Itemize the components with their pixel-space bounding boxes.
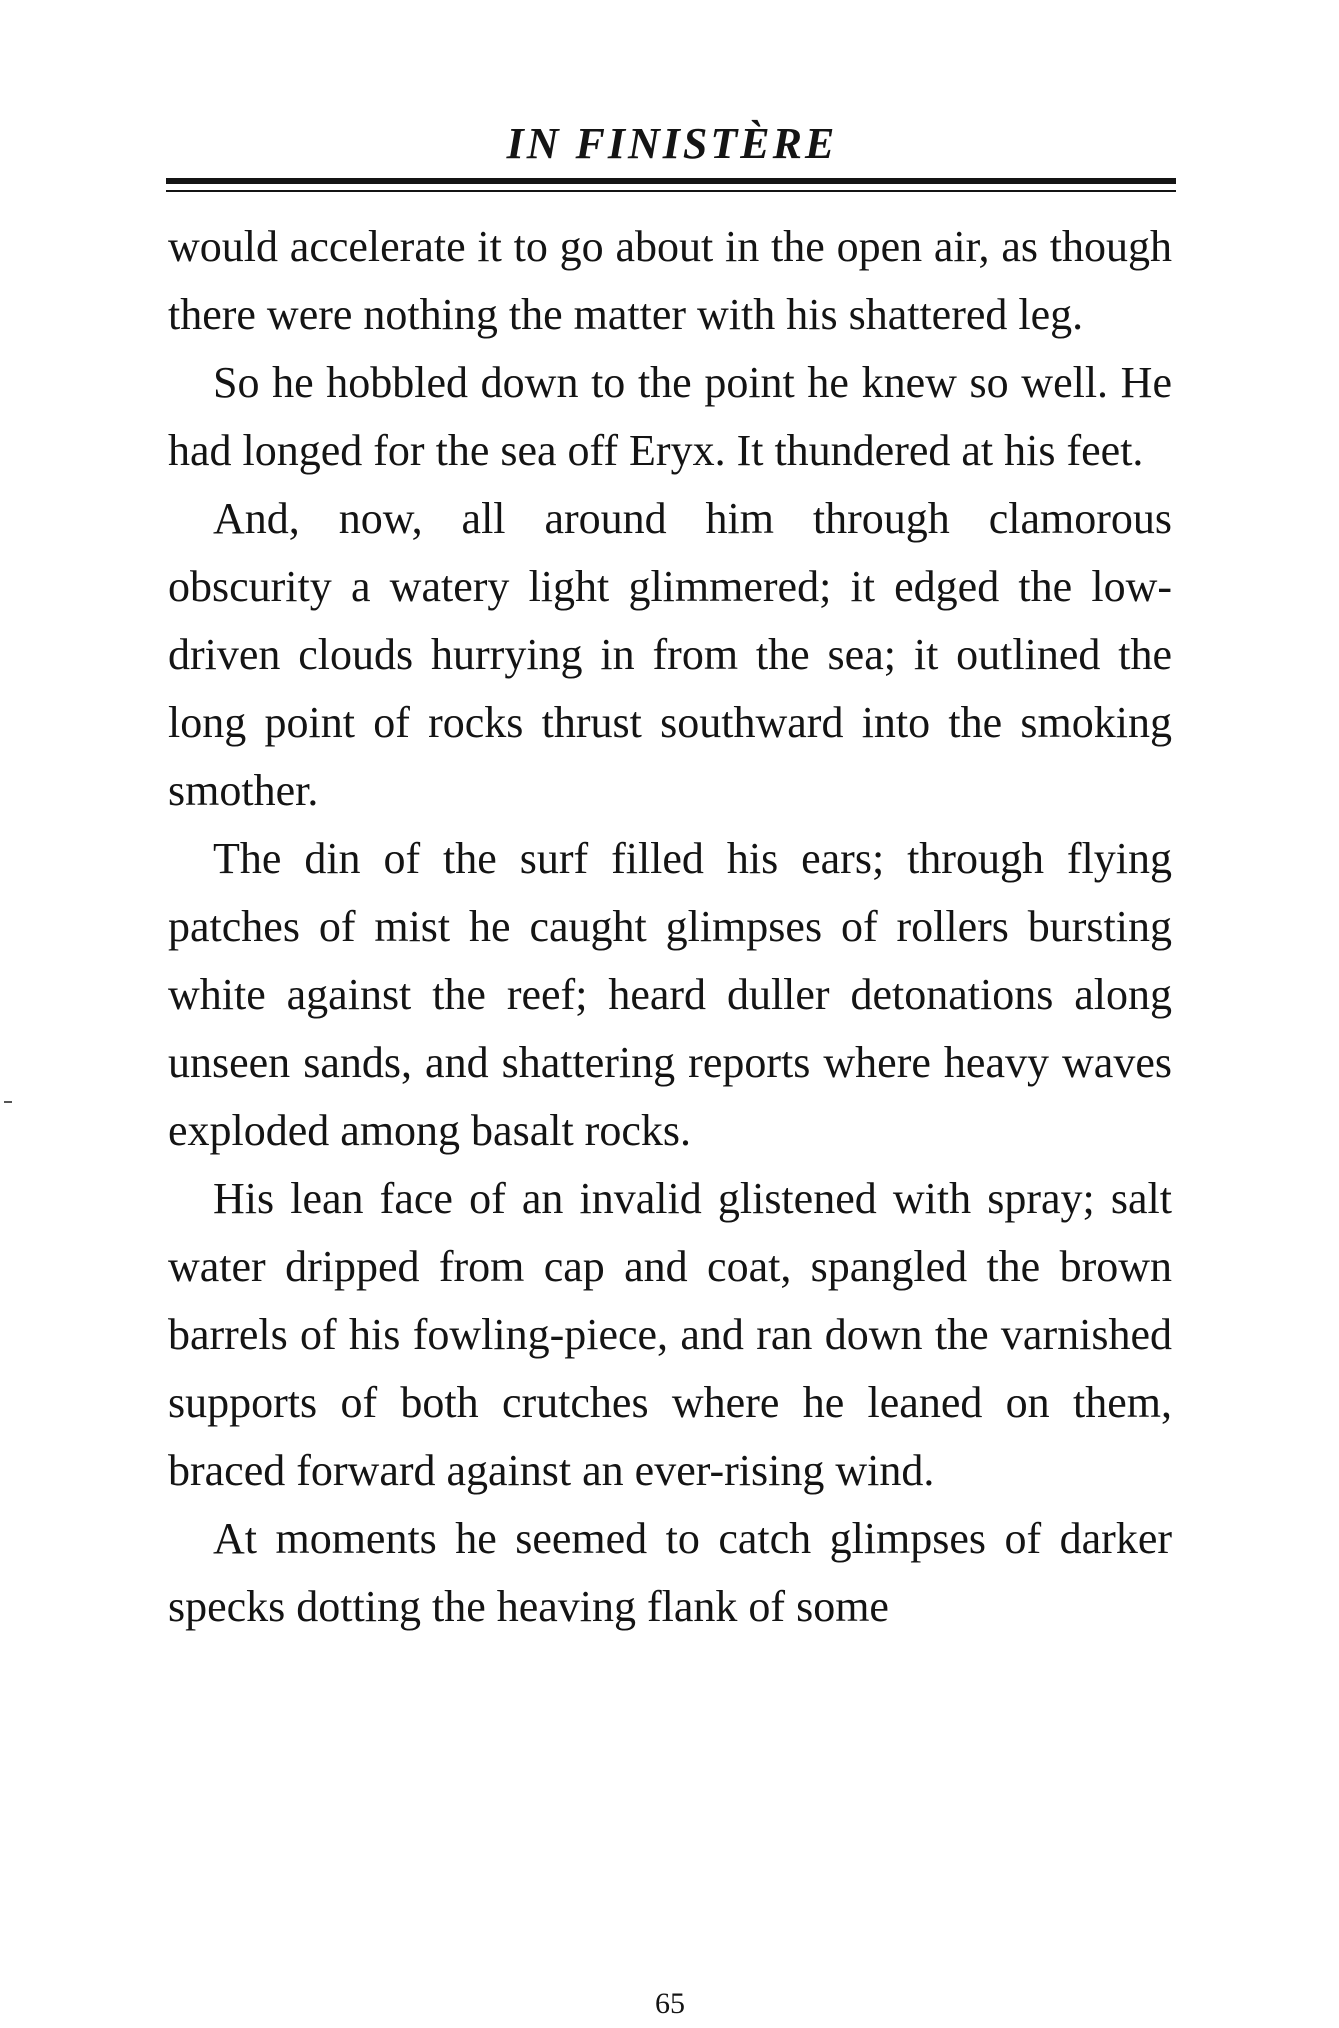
running-head: IN FINISTÈRE xyxy=(506,119,838,168)
paragraph: His lean face of an invalid glistened with spray; salt water dripped from cap and coat, spangled the brown barrels of his fowling-piece, and ran down the varnished supports of both crutches where he leaned on them, braced forward against an ever-rising wind. xyxy=(168,1174,1172,1495)
paragraph: And, now, all around him through clamorous obscurity a watery light glimmered; it edged the low-driven clouds hurrying in from the sea; it outlined the long point of rocks thrust southward into the smoking smother. xyxy=(168,494,1172,815)
body-text xyxy=(168,213,1172,1641)
paragraph: At moments he seemed to catch glimpses of darker specks dotting the heaving flank of some xyxy=(168,1514,1172,1631)
paragraph-continued: would accelerate it to go about in the open air, as though there were nothing the matter with his shattered leg. xyxy=(168,222,1172,339)
paragraph: So he hobbled down to the point he knew so well. He had longed for the sea off Eryx. It thundered at his feet. xyxy=(168,358,1172,475)
margin-mark xyxy=(4,1101,12,1103)
paragraph: The din of the surf filled his ears; through flying patches of mist he caught glimpses of rollers bursting white against the reef; heard duller detonations along unseen sands, and shattering reports where heavy waves exploded among basalt rocks. xyxy=(168,834,1172,1155)
header-rule-thick xyxy=(166,178,1176,184)
page-number: 65 xyxy=(655,1987,685,2020)
header-rule-thin xyxy=(166,190,1176,192)
